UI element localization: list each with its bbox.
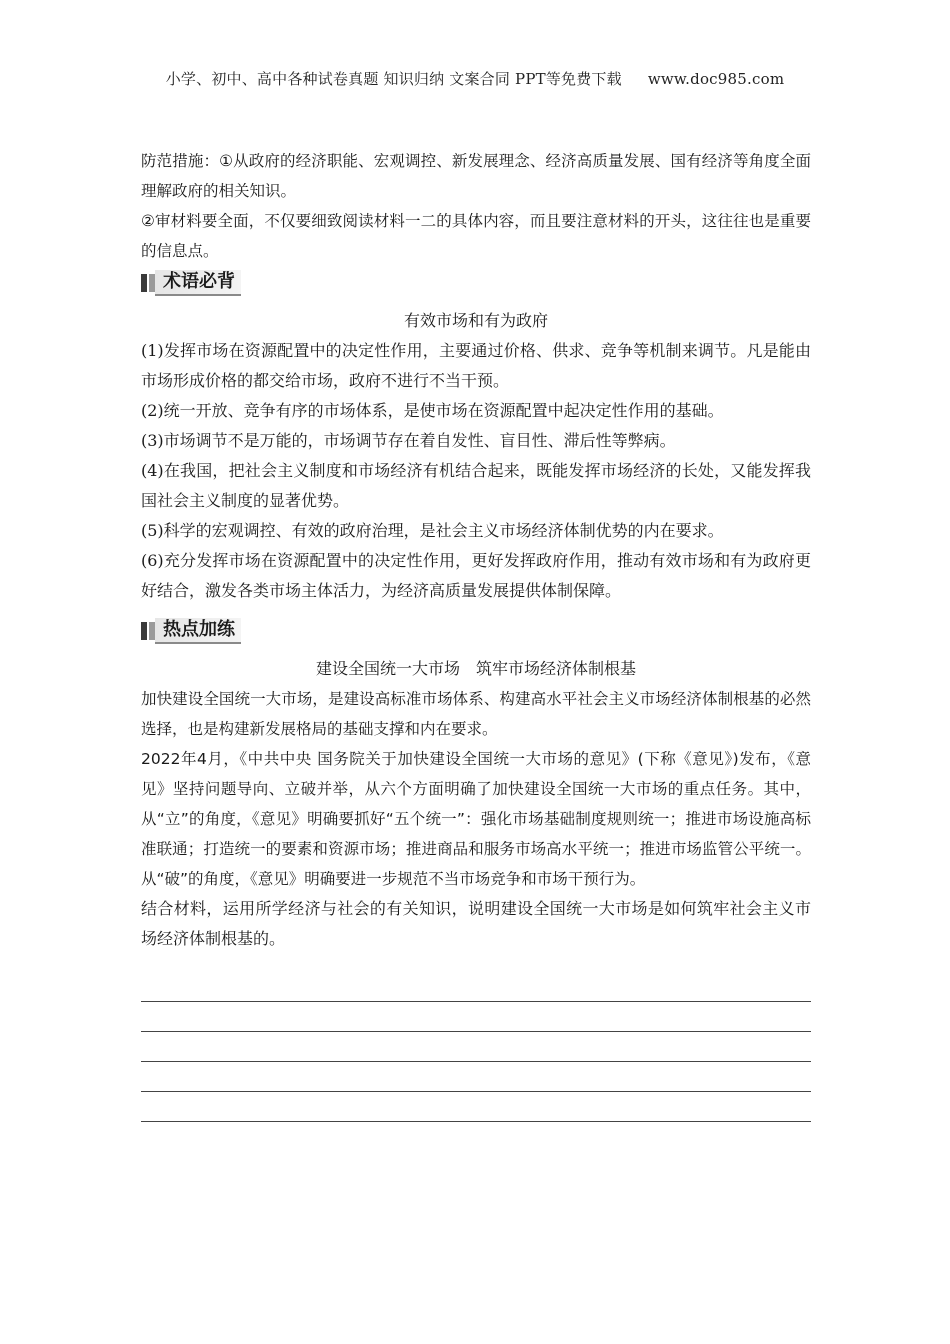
term-item-1: (1)发挥市场在资源配置中的决定性作用，主要通过价格、供求、竞争等机制来调节。凡是能由市场形成价格的都交给市场，政府不进行不当干预。 — [141, 341, 811, 390]
section-marker-icon — [141, 621, 155, 641]
answer-line[interactable] — [141, 1092, 811, 1122]
hot-title: 建设全国统一大市场 筑牢市场经济体制根基 — [315, 659, 636, 678]
term-item-2: (2)统一开放、竞争有序的市场体系，是使市场在资源配置中起决定性作用的基础。 — [141, 401, 724, 420]
header-site: www.doc985.com — [647, 70, 785, 88]
page-content — [141, 146, 811, 1122]
prevention-measures-1: 防范措施：①从政府的经济职能、宏观调控、新发展理念、经济高质量发展、国有经济等角度全面理解政府的相关知识。 — [141, 152, 811, 200]
section-terms-label: 术语必背 — [155, 270, 241, 296]
term-item-6: (6)充分发挥市场在资源配置中的决定性作用，更好发挥政府作用，推动有效市场和有为政府更好结合，激发各类市场主体活力，为经济高质量发展提供体制保障。 — [141, 551, 811, 600]
answer-line[interactable] — [141, 972, 811, 1002]
section-terms-heading — [141, 270, 811, 296]
term-item-5: (5)科学的宏观调控、有效的政府治理，是社会主义市场经济体制优势的内在要求。 — [141, 521, 724, 540]
hot-question: 结合材料，运用所学经济与社会的有关知识，说明建设全国统一大市场是如何筑牢社会主义市场经济体制根基的。 — [141, 899, 811, 948]
hot-material: 2022年4月，《中共中央 国务院关于加快建设全国统一大市场的意见》(下称《意见》)发布，《意见》坚持问题导向、立破并举，从六个方面明确了加快建设全国统一大市场的重点任务。其中，从“立”的角度，《意见》明确要抓好“五个统一”：强化市场基础制度规则统一；推进市场设施高标准联通；打造统一的要素和资源市场；推进商品和服务市场高水平统一；推进市场监管公平统一。从“破”的角度，《意见》明确要进一步规范不当市场竞争和市场干预行为。 — [141, 750, 811, 888]
term-item-3: (3)市场调节不是万能的，市场调节存在着自发性、盲目性、滞后性等弊病。 — [141, 431, 676, 450]
section-marker-icon — [141, 273, 155, 293]
answer-line[interactable] — [141, 1032, 811, 1062]
term-item-4: (4)在我国，把社会主义制度和市场经济有机结合起来，既能发挥市场经济的长处，又能发挥我国社会主义制度的显著优势。 — [141, 461, 811, 510]
hot-intro: 加快建设全国统一大市场，是建设高标准市场体系、构建高水平社会主义市场经济体制根基的必然选择，也是构建新发展格局的基础支撑和内在要求。 — [141, 690, 811, 738]
section-hot-heading — [141, 618, 811, 644]
answer-line[interactable] — [141, 1062, 811, 1092]
answer-line[interactable] — [141, 1002, 811, 1032]
page-header — [0, 68, 950, 89]
prevention-measures-2: ②审材料要全面，不仅要细致阅读材料一二的具体内容，而且要注意材料的开头，这往往也是重要的信息点。 — [141, 212, 811, 260]
terms-title: 有效市场和有为政府 — [403, 311, 548, 330]
header-text: 小学、初中、高中各种试卷真题 知识归纳 文案合同 PPT等免费下载 — [165, 70, 622, 88]
section-hot-label: 热点加练 — [155, 618, 241, 644]
answer-area[interactable] — [141, 972, 811, 1122]
